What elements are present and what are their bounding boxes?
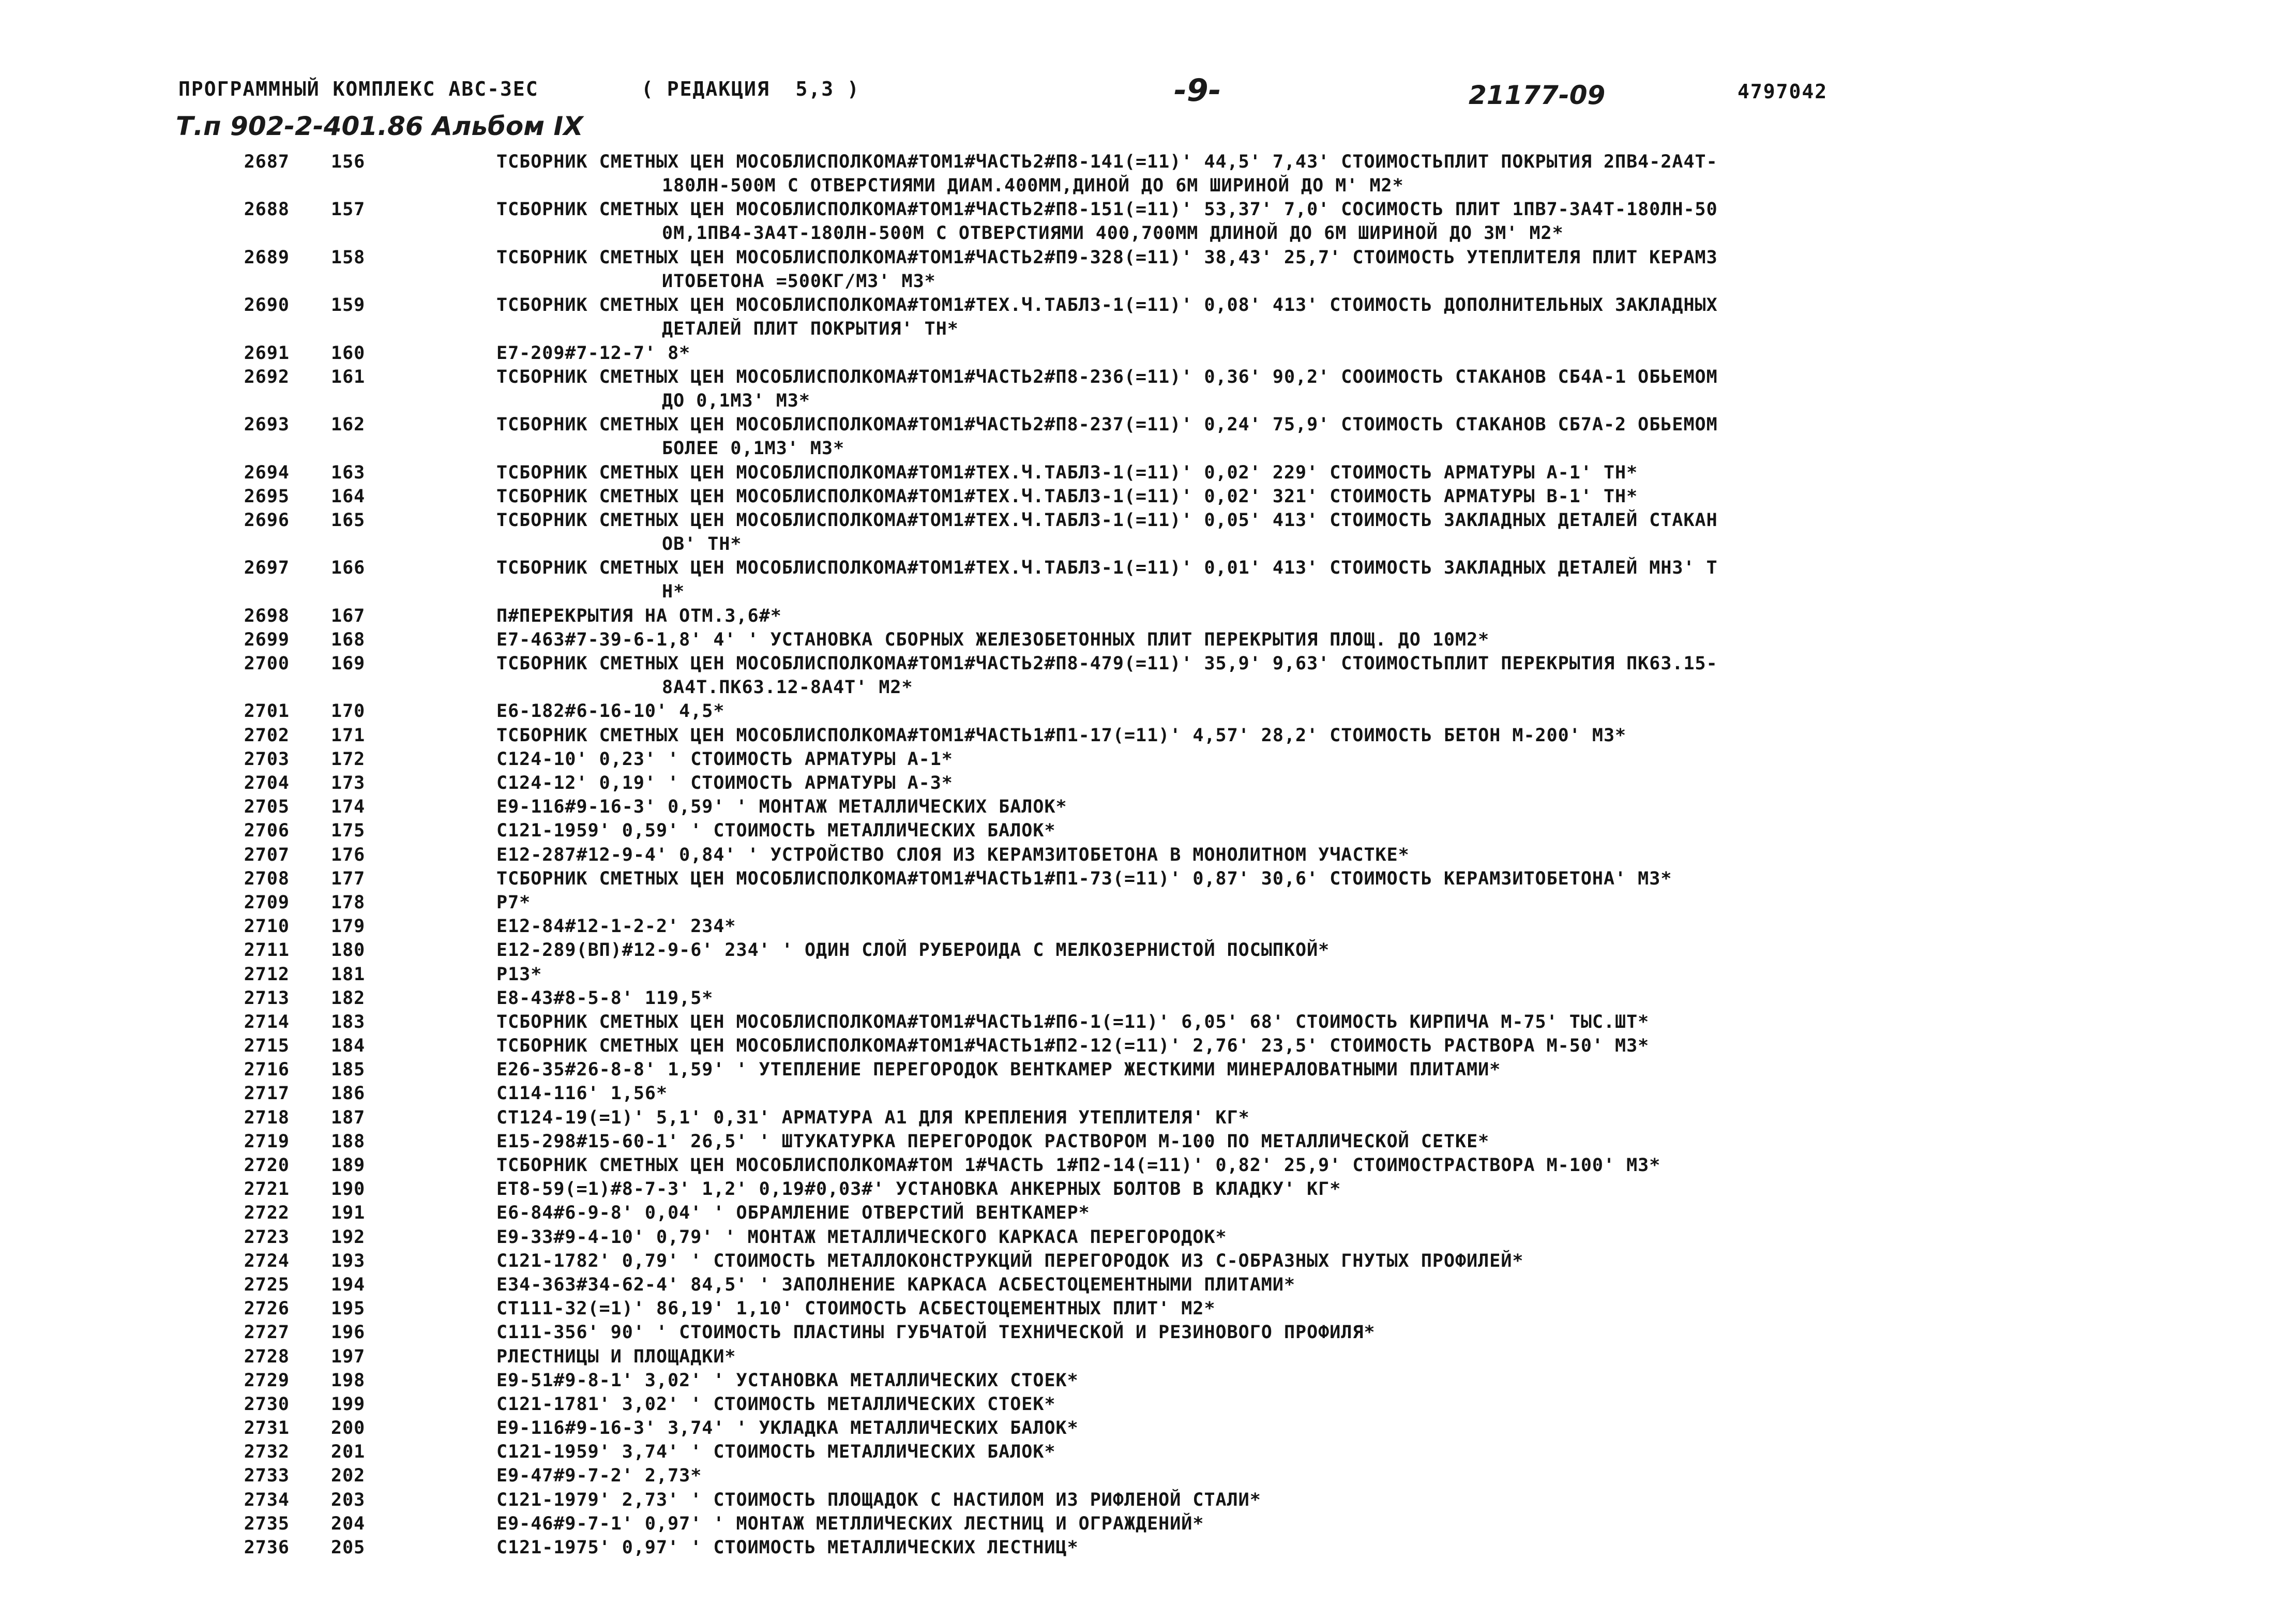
listing-row bbox=[0, 1440, 2296, 1464]
line-text-main: ТСБОРНИК СМЕТНЫХ ЦЕН МОСОБЛИСПОЛКОМА#ТОМ1#ЧАСТЬ2#П8-151(=11)' 53,37' 7,0' СОСИМОСТЬ ПЛИТ 1ПВ7-3А4Т-180ЛН-50 bbox=[496, 199, 1718, 220]
line-text-main: ТСБОРНИК СМЕТНЫХ ЦЕН МОСОБЛИСПОЛКОМА#ТОМ1#ТЕХ.Ч.ТАБЛ3-1(=11)' 0,08' 413' СТОИМОСТЬ ДОПОЛНИТЕЛЬНЫХ ЗАКЛАДНЫХ bbox=[496, 295, 1718, 316]
line-number: 2689 bbox=[244, 247, 290, 268]
sequence-number: 177 bbox=[331, 868, 366, 889]
line-number: 2710 bbox=[244, 916, 290, 937]
line-text bbox=[496, 1345, 2074, 1369]
listing-row bbox=[0, 843, 2296, 867]
line-text-main: С114-116' 1,56* bbox=[496, 1083, 668, 1104]
sequence-number: 190 bbox=[331, 1179, 366, 1200]
sequence-number: 195 bbox=[331, 1298, 366, 1320]
line-number: 2695 bbox=[244, 486, 290, 507]
sequence-number: 197 bbox=[331, 1346, 366, 1367]
line-text-main: Е9-46#9-7-1' 0,97' ' МОНТАЖ МЕТЛЛИЧЕСКИХ ЛЕСТНИЦ И ОГРАЖДЕНИЙ* bbox=[496, 1513, 1204, 1534]
listing-row bbox=[0, 1416, 2296, 1440]
line-text-continuation: БОЛЕЕ 0,1М3' М3* bbox=[662, 438, 845, 459]
listing-row bbox=[0, 1249, 2296, 1273]
line-text-main: ТСБОРНИК СМЕТНЫХ ЦЕН МОСОБЛИСПОЛКОМА#ТОМ1#ЧАСТЬ1#П1-73(=11)' 0,87' 30,6' СТОИМОСТЬ КЕРАМЗИТОБЕТОНА' М3* bbox=[496, 868, 1672, 889]
line-number: 2730 bbox=[244, 1393, 290, 1415]
line-text bbox=[496, 747, 2074, 771]
sequence-number: 175 bbox=[331, 820, 366, 842]
line-number: 2706 bbox=[244, 820, 290, 842]
line-text bbox=[496, 293, 2074, 341]
line-text-main: С111-356' 90' ' СТОИМОСТЬ ПЛАСТИНЫ ГУБЧАТОЙ ТЕХНИЧЕСКОЙ И РЕЗИНОВОГО ПРОФИЛЯ* bbox=[496, 1322, 1376, 1343]
listing-row bbox=[0, 1058, 2296, 1082]
sequence-number: 185 bbox=[331, 1059, 366, 1081]
line-text bbox=[496, 1034, 2074, 1058]
listing-row bbox=[0, 1082, 2296, 1105]
line-text-main: Р13* bbox=[496, 964, 542, 985]
listing-row bbox=[0, 1488, 2296, 1512]
line-text bbox=[496, 1130, 2074, 1153]
listing-row bbox=[0, 986, 2296, 1010]
listing-row bbox=[0, 1201, 2296, 1225]
line-text bbox=[496, 1082, 2074, 1105]
line-text-main: ТСБОРНИК СМЕТНЫХ ЦЕН МОСОБЛИСПОЛКОМА#ТОМ1#ТЕХ.Ч.ТАБЛ3-1(=11)' 0,02' 321' СТОИМОСТЬ АРМАТУРЫ В-1' ТН* bbox=[496, 486, 1638, 507]
sequence-number: 156 bbox=[331, 152, 366, 172]
listing-row bbox=[0, 150, 2296, 198]
line-text bbox=[496, 963, 2074, 986]
line-text bbox=[496, 1488, 2074, 1512]
listing-row bbox=[0, 461, 2296, 485]
line-text bbox=[496, 843, 2074, 867]
listing-row bbox=[0, 1034, 2296, 1058]
line-number: 2735 bbox=[244, 1513, 290, 1534]
line-text-main: Е6-84#6-9-8' 0,04' ' ОБРАМЛЕНИЕ ОТВЕРСТИЙ ВЕНТКАМЕР* bbox=[496, 1203, 1090, 1224]
listing-row bbox=[0, 485, 2296, 508]
line-number: 2704 bbox=[244, 773, 290, 794]
listing-row bbox=[0, 198, 2296, 245]
listing-row bbox=[0, 628, 2296, 652]
line-number: 2708 bbox=[244, 868, 290, 889]
album-reference-handwritten: Т.п 902-2-401.86 Альбом IX bbox=[176, 111, 583, 141]
line-number: 2723 bbox=[244, 1226, 290, 1248]
line-text-main: С121-1781' 3,02' ' СТОИМОСТЬ МЕТАЛЛИЧЕСКИХ СТОЕК* bbox=[496, 1393, 1056, 1415]
listing-row bbox=[0, 1392, 2296, 1416]
sequence-number: 160 bbox=[331, 342, 366, 364]
line-text bbox=[496, 986, 2074, 1010]
listing-row bbox=[0, 1130, 2296, 1153]
listing-row bbox=[0, 652, 2296, 699]
listing-lines bbox=[0, 150, 2296, 1560]
line-number: 2687 bbox=[244, 152, 290, 172]
listing-row bbox=[0, 1010, 2296, 1034]
line-text bbox=[496, 1440, 2074, 1464]
sequence-number: 191 bbox=[331, 1203, 366, 1224]
listing-row bbox=[0, 724, 2296, 747]
line-text-main: Е15-298#15-60-1' 26,5' ' ШТУКАТУРКА ПЕРЕГОРОДОК РАСТВОРОМ М-100 ПО МЕТАЛЛИЧЕСКОЙ СЕТКЕ* bbox=[496, 1131, 1490, 1152]
line-number: 2725 bbox=[244, 1274, 290, 1295]
sequence-number: 158 bbox=[331, 247, 366, 268]
line-number: 2716 bbox=[244, 1059, 290, 1081]
line-text-main: Е9-51#9-8-1' 3,02' ' УСТАНОВКА МЕТАЛЛИЧЕСКИХ СТОЕК* bbox=[496, 1370, 1079, 1391]
listing-row bbox=[0, 819, 2296, 843]
line-number: 2709 bbox=[244, 892, 290, 913]
line-number: 2699 bbox=[244, 629, 290, 650]
line-number: 2729 bbox=[244, 1370, 290, 1391]
sequence-number: 198 bbox=[331, 1370, 366, 1391]
line-number: 2707 bbox=[244, 844, 290, 865]
line-text bbox=[496, 198, 2074, 245]
line-number: 2700 bbox=[244, 653, 290, 674]
line-text bbox=[496, 341, 2074, 365]
line-text bbox=[496, 795, 2074, 819]
sequence-number: 165 bbox=[331, 509, 366, 531]
sequence-number: 171 bbox=[331, 725, 366, 746]
listing-row bbox=[0, 938, 2296, 962]
line-number: 2711 bbox=[244, 940, 290, 961]
line-text bbox=[496, 1273, 2074, 1297]
listing-row bbox=[0, 293, 2296, 341]
line-text-main: Р7* bbox=[496, 892, 531, 913]
sequence-number: 182 bbox=[331, 987, 366, 1009]
line-text bbox=[496, 1058, 2074, 1082]
sequence-number: 157 bbox=[331, 199, 366, 220]
listing-row bbox=[0, 246, 2296, 293]
listing-row bbox=[0, 867, 2296, 891]
line-text-main: ТСБОРНИК СМЕТНЫХ ЦЕН МОСОБЛИСПОЛКОМА#ТОМ1#ЧАСТЬ1#П1-17(=11)' 4,57' 28,2' СТОИМОСТЬ БЕТОН М-200' М3* bbox=[496, 725, 1627, 746]
line-text-main: ТСБОРНИК СМЕТНЫХ ЦЕН МОСОБЛИСПОЛКОМА#ТОМ1#ЧАСТЬ1#П6-1(=11)' 6,05' 68' СТОИМОСТЬ КИРПИЧА М-75' ТЫС.ШТ* bbox=[496, 1011, 1650, 1032]
edition-label: ( РЕДАКЦИЯ 5,3 ) bbox=[641, 78, 860, 100]
line-number: 2718 bbox=[244, 1107, 290, 1128]
program-title: ПРОГРАММНЫЙ КОМПЛЕКС АВС-3ЕС bbox=[178, 78, 539, 100]
line-number: 2736 bbox=[244, 1537, 290, 1558]
line-text-main: Е9-116#9-16-3' 3,74' ' УКЛАДКА МЕТАЛЛИЧЕСКИХ БАЛОК* bbox=[496, 1418, 1079, 1439]
line-text-continuation: 0М,1ПВ4-3А4Т-180ЛН-500М С ОТВЕРСТИЯМИ 400,700ММ ДЛИНОЙ ДО 6М ШИРИНОЙ ДО 3М' М2* bbox=[662, 223, 1564, 244]
sequence-number: 179 bbox=[331, 916, 366, 937]
listing-row bbox=[0, 365, 2296, 413]
line-text-main: РЛЕСТНИЦЫ И ПЛОЩАДКИ* bbox=[496, 1346, 736, 1367]
line-text bbox=[496, 1369, 2074, 1392]
line-number: 2693 bbox=[244, 414, 290, 436]
sequence-number: 159 bbox=[331, 295, 366, 316]
line-number: 2733 bbox=[244, 1465, 290, 1487]
line-text bbox=[496, 1249, 2074, 1273]
sequence-number: 180 bbox=[331, 940, 366, 961]
line-text bbox=[496, 1177, 2074, 1201]
line-text bbox=[496, 1536, 2074, 1560]
sequence-number: 163 bbox=[331, 462, 366, 483]
line-text bbox=[496, 1512, 2074, 1536]
listing-row bbox=[0, 771, 2296, 795]
line-text-main: ЕТ8-59(=1)#8-7-3' 1,2' 0,19#0,03#' УСТАНОВКА АНКЕРНЫХ БОЛТОВ В КЛАДКУ' КГ* bbox=[496, 1179, 1341, 1200]
line-text-main: П#ПЕРЕКРЫТИЯ НА ОТМ.3,6#* bbox=[496, 605, 782, 626]
line-text bbox=[496, 938, 2074, 962]
listing-row bbox=[0, 508, 2296, 556]
line-number: 2692 bbox=[244, 366, 290, 387]
sequence-number: 173 bbox=[331, 773, 366, 794]
listing-row bbox=[0, 556, 2296, 604]
line-text-main: С121-1959' 0,59' ' СТОИМОСТЬ МЕТАЛЛИЧЕСКИХ БАЛОК* bbox=[496, 820, 1056, 842]
sequence-number: 184 bbox=[331, 1036, 366, 1057]
line-text bbox=[496, 365, 2074, 413]
line-text-main: ТСБОРНИК СМЕТНЫХ ЦЕН МОСОБЛИСПОЛКОМА#ТОМ1#ЧАСТЬ2#П8-236(=11)' 0,36' 90,2' СООИМОСТЬ СТАКАНОВ СБ4А-1 ОБЬЕМОМ bbox=[496, 366, 1718, 387]
sequence-number: 181 bbox=[331, 964, 366, 985]
sequence-number: 200 bbox=[331, 1418, 366, 1439]
line-number: 2724 bbox=[244, 1250, 290, 1271]
line-text bbox=[496, 652, 2074, 699]
line-text-main: Е9-47#9-7-2' 2,73* bbox=[496, 1465, 702, 1487]
line-text bbox=[496, 915, 2074, 938]
line-number: 2727 bbox=[244, 1322, 290, 1343]
sequence-number: 193 bbox=[331, 1250, 366, 1271]
line-number: 2726 bbox=[244, 1298, 290, 1320]
line-text bbox=[496, 1416, 2074, 1440]
line-text-main: ТСБОРНИК СМЕТНЫХ ЦЕН МОСОБЛИСПОЛКОМА#ТОМ1#ЧАСТЬ2#П8-141(=11)' 44,5' 7,43' СТОИМОСТЬПЛИТ ПОКРЫТИЯ 2ПВ4-2А4Т- bbox=[496, 152, 1718, 172]
sequence-number: 203 bbox=[331, 1489, 366, 1510]
line-number: 2702 bbox=[244, 725, 290, 746]
line-number: 2717 bbox=[244, 1083, 290, 1104]
line-number: 2722 bbox=[244, 1203, 290, 1224]
line-number: 2732 bbox=[244, 1442, 290, 1463]
listing-row bbox=[0, 1464, 2296, 1488]
line-number: 2703 bbox=[244, 748, 290, 770]
line-text-continuation: ИТОБЕТОНА =500КГ/М3' М3* bbox=[662, 271, 936, 292]
sequence-number: 194 bbox=[331, 1274, 366, 1295]
line-text bbox=[496, 1464, 2074, 1488]
sequence-number: 201 bbox=[331, 1442, 366, 1463]
sequence-number: 174 bbox=[331, 797, 366, 818]
line-text-main: С124-10' 0,23' ' СТОИМОСТЬ АРМАТУРЫ А-1* bbox=[496, 748, 953, 770]
line-text bbox=[496, 485, 2074, 508]
line-text-main: ТСБОРНИК СМЕТНЫХ ЦЕН МОСОБЛИСПОЛКОМА#ТОМ1#ЧАСТЬ2#П8-237(=11)' 0,24' 75,9' СТОИМОСТЬ СТАКАНОВ СБ7А-2 ОБЬЕМОМ bbox=[496, 414, 1718, 436]
line-text-main: С121-1782' 0,79' ' СТОИМОСТЬ МЕТАЛЛОКОНСТРУКЦИЙ ПЕРЕГОРОДОК ИЗ С-ОБРАЗНЫХ ГНУТЫХ ПРОФИЛЕЙ* bbox=[496, 1250, 1524, 1271]
listing-row bbox=[0, 1297, 2296, 1321]
line-number: 2697 bbox=[244, 558, 290, 579]
line-text-main: С121-1975' 0,97' ' СТОИМОСТЬ МЕТАЛЛИЧЕСКИХ ЛЕСТНИЦ* bbox=[496, 1537, 1079, 1558]
sequence-number: 172 bbox=[331, 748, 366, 770]
line-text-main: Е8-43#8-5-8' 119,5* bbox=[496, 987, 714, 1009]
line-text bbox=[496, 699, 2074, 723]
line-number: 2719 bbox=[244, 1131, 290, 1152]
line-number: 2691 bbox=[244, 342, 290, 364]
line-text bbox=[496, 1010, 2074, 1034]
listing-row bbox=[0, 413, 2296, 460]
listing-row bbox=[0, 1321, 2296, 1344]
line-text-main: С121-1959' 3,74' ' СТОИМОСТЬ МЕТАЛЛИЧЕСКИХ БАЛОК* bbox=[496, 1442, 1056, 1463]
line-text-main: Е7-209#7-12-7' 8* bbox=[496, 342, 691, 364]
line-text bbox=[496, 150, 2074, 198]
listing-row bbox=[0, 1536, 2296, 1560]
line-text-continuation: 180ЛН-500М С ОТВЕРСТИЯМИ ДИАМ.400ММ,ДИНОЙ ДО 6М ШИРИНОЙ ДО М' М2* bbox=[662, 175, 1404, 196]
sequence-number: 169 bbox=[331, 653, 366, 674]
line-text bbox=[496, 771, 2074, 795]
sequence-number: 204 bbox=[331, 1513, 366, 1534]
listing-row bbox=[0, 1225, 2296, 1249]
line-number: 2713 bbox=[244, 987, 290, 1009]
sequence-number: 170 bbox=[331, 701, 366, 722]
line-text bbox=[496, 556, 2074, 604]
listing-row bbox=[0, 915, 2296, 938]
line-number: 2721 bbox=[244, 1179, 290, 1200]
line-text-main: СТ124-19(=1)' 5,1' 0,31' АРМАТУРА А1 ДЛЯ КРЕПЛЕНИЯ УТЕПЛИТЕЛЯ' КГ* bbox=[496, 1107, 1250, 1128]
line-text-main: С124-12' 0,19' ' СТОИМОСТЬ АРМАТУРЫ А-3* bbox=[496, 773, 953, 794]
page-number-handwritten: -9- bbox=[1174, 72, 1221, 109]
line-number: 2715 bbox=[244, 1036, 290, 1057]
listing-row bbox=[0, 1273, 2296, 1297]
line-text-main: Е9-116#9-16-3' 0,59' ' МОНТАЖ МЕТАЛЛИЧЕСКИХ БАЛОК* bbox=[496, 797, 1067, 818]
line-text-main: ТСБОРНИК СМЕТНЫХ ЦЕН МОСОБЛИСПОЛКОМА#ТОМ1#ЧАСТЬ2#П8-479(=11)' 35,9' 9,63' СТОИМОСТЬПЛИТ ПЕРЕКРЫТИЯ ПК63.15- bbox=[496, 653, 1718, 674]
line-number: 2720 bbox=[244, 1155, 290, 1176]
line-text bbox=[496, 1225, 2074, 1249]
listing-row bbox=[0, 1153, 2296, 1177]
line-number: 2701 bbox=[244, 701, 290, 722]
sequence-number: 188 bbox=[331, 1131, 366, 1152]
line-text-continuation: 8А4Т.ПК63.12-8А4Т' М2* bbox=[662, 677, 913, 698]
line-number: 2698 bbox=[244, 605, 290, 626]
document-code-handwritten: 21177-09 bbox=[1469, 80, 1606, 110]
line-text-main: Е7-463#7-39-6-1,8' 4' ' УСТАНОВКА СБОРНЫХ ЖЕЛЕЗОБЕТОННЫХ ПЛИТ ПЕРЕКРЫТИЯ ПЛОЩ. ДО 10М2* bbox=[496, 629, 1490, 650]
line-text-continuation: Н* bbox=[662, 581, 685, 603]
line-text bbox=[496, 413, 2074, 460]
line-text-main: ТСБОРНИК СМЕТНЫХ ЦЕН МОСОБЛИСПОЛКОМА#ТОМ1#ЧАСТЬ1#П2-12(=11)' 2,76' 23,5' СТОИМОСТЬ РАСТВОРА М-50' М3* bbox=[496, 1036, 1650, 1057]
line-text bbox=[496, 724, 2074, 747]
line-text bbox=[496, 891, 2074, 915]
sequence-number: 192 bbox=[331, 1226, 366, 1248]
listing-row bbox=[0, 1177, 2296, 1201]
sequence-number: 168 bbox=[331, 629, 366, 650]
sequence-number: 162 bbox=[331, 414, 366, 436]
line-number: 2728 bbox=[244, 1346, 290, 1367]
line-text bbox=[496, 819, 2074, 843]
line-text-main: ТСБОРНИК СМЕТНЫХ ЦЕН МОСОБЛИСПОЛКОМА#ТОМ1#ТЕХ.Ч.ТАБЛ3-1(=11)' 0,05' 413' СТОИМОСТЬ ЗАКЛАДНЫХ ДЕТАЛЕЙ СТАКАН bbox=[496, 509, 1718, 531]
line-text-main: Е12-289(ВП)#12-9-6' 234' ' ОДИН СЛОЙ РУБЕРОИДА С МЕЛКОЗЕРНИСТОЙ ПОСЫПКОЙ* bbox=[496, 940, 1330, 961]
line-text bbox=[496, 628, 2074, 652]
sequence-number: 164 bbox=[331, 486, 366, 507]
line-text-main: ТСБОРНИК СМЕТНЫХ ЦЕН МОСОБЛИСПОЛКОМА#ТОМ1#ТЕХ.Ч.ТАБЛ3-1(=11)' 0,01' 413' СТОИМОСТЬ ЗАКЛАДНЫХ ДЕТАЛЕЙ МНЗ' Т bbox=[496, 558, 1718, 579]
line-text bbox=[496, 604, 2074, 628]
listing-row bbox=[0, 963, 2296, 986]
line-text bbox=[496, 867, 2074, 891]
line-number: 2688 bbox=[244, 199, 290, 220]
sequence-number: 196 bbox=[331, 1322, 366, 1343]
line-text bbox=[496, 461, 2074, 485]
line-text-main: ТСБОРНИК СМЕТНЫХ ЦЕН МОСОБЛИСПОЛКОМА#ТОМ1#ТЕХ.Ч.ТАБЛ3-1(=11)' 0,02' 229' СТОИМОСТЬ АРМАТУРЫ А-1' ТН* bbox=[496, 462, 1638, 483]
line-text-main: Е9-33#9-4-10' 0,79' ' МОНТАЖ МЕТАЛЛИЧЕСКОГО КАРКАСА ПЕРЕГОРОДОК* bbox=[496, 1226, 1227, 1248]
listing-row bbox=[0, 604, 2296, 628]
listing-row bbox=[0, 795, 2296, 819]
listing-row bbox=[0, 1512, 2296, 1536]
line-text-continuation: ОВ' ТН* bbox=[662, 533, 742, 554]
sequence-number: 176 bbox=[331, 844, 366, 865]
listing-row bbox=[0, 891, 2296, 915]
sequence-number: 161 bbox=[331, 366, 366, 387]
listing-row bbox=[0, 699, 2296, 723]
sequence-number: 202 bbox=[331, 1465, 366, 1487]
listing-row bbox=[0, 1345, 2296, 1369]
line-text bbox=[496, 1201, 2074, 1225]
line-text bbox=[496, 1297, 2074, 1321]
listing-row bbox=[0, 1369, 2296, 1392]
line-number: 2690 bbox=[244, 295, 290, 316]
listing-row bbox=[0, 341, 2296, 365]
line-text-main: Е6-182#6-16-10' 4,5* bbox=[496, 701, 725, 722]
sequence-number: 178 bbox=[331, 892, 366, 913]
line-number: 2694 bbox=[244, 462, 290, 483]
line-text-main: Е34-363#34-62-4' 84,5' ' ЗАПОЛНЕНИЕ КАРКАСА АСБЕСТОЦЕМЕНТНЫМИ ПЛИТАМИ* bbox=[496, 1274, 1296, 1295]
line-text-main: Е26-35#26-8-8' 1,59' ' УТЕПЛЕНИЕ ПЕРЕГОРОДОК ВЕНТКАМЕР ЖЕСТКИМИ МИНЕРАЛОВАТНЫМИ ПЛИТАМИ* bbox=[496, 1059, 1501, 1081]
line-text bbox=[496, 1392, 2074, 1416]
line-text-continuation: ДО 0,1М3' М3* bbox=[662, 390, 810, 411]
line-text-main: СТ111-32(=1)' 86,19' 1,10' СТОИМОСТЬ АСБЕСТОЦЕМЕНТНЫХ ПЛИТ' М2* bbox=[496, 1298, 1216, 1320]
sequence-number: 189 bbox=[331, 1155, 366, 1176]
line-text-main: С121-1979' 2,73' ' СТОИМОСТЬ ПЛОЩАДОК С НАСТИЛОМ ИЗ РИФЛЕНОЙ СТАЛИ* bbox=[496, 1489, 1261, 1510]
document-number: 4797042 bbox=[1738, 80, 1828, 103]
line-text bbox=[496, 1106, 2074, 1130]
sequence-number: 167 bbox=[331, 605, 366, 626]
line-number: 2734 bbox=[244, 1489, 290, 1510]
listing-row bbox=[0, 1106, 2296, 1130]
sequence-number: 205 bbox=[331, 1537, 366, 1558]
line-text bbox=[496, 1321, 2074, 1344]
line-text-main: ТСБОРНИК СМЕТНЫХ ЦЕН МОСОБЛИСПОЛКОМА#ТОМ1#ЧАСТЬ2#П9-328(=11)' 38,43' 25,7' СТОИМОСТЬ УТЕПЛИТЕЛЯ ПЛИТ КЕРАМЗ bbox=[496, 247, 1718, 268]
line-number: 2696 bbox=[244, 509, 290, 531]
line-text-main: Е12-84#12-1-2-2' 234* bbox=[496, 916, 736, 937]
sequence-number: 199 bbox=[331, 1393, 366, 1415]
line-number: 2705 bbox=[244, 797, 290, 818]
line-text bbox=[496, 1153, 2074, 1177]
sequence-number: 166 bbox=[331, 558, 366, 579]
line-number: 2712 bbox=[244, 964, 290, 985]
line-text bbox=[496, 508, 2074, 556]
line-text-main: Е12-287#12-9-4' 0,84' ' УСТРОЙСТВО СЛОЯ ИЗ КЕРАМЗИТОБЕТОНА В МОНОЛИТНОМ УЧАСТКЕ* bbox=[496, 844, 1410, 865]
sequence-number: 187 bbox=[331, 1107, 366, 1128]
line-text-continuation: ДЕТАЛЕЙ ПЛИТ ПОКРЫТИЯ' ТН* bbox=[662, 319, 959, 340]
line-text-main: ТСБОРНИК СМЕТНЫХ ЦЕН МОСОБЛИСПОЛКОМА#ТОМ 1#ЧАСТЬ 1#П2-14(=11)' 0,82' 25,9' СТОИМОСТРАСТВОРА М-100' М3* bbox=[496, 1155, 1661, 1176]
line-number: 2714 bbox=[244, 1011, 290, 1032]
line-number: 2731 bbox=[244, 1418, 290, 1439]
sequence-number: 183 bbox=[331, 1011, 366, 1032]
line-text bbox=[496, 246, 2074, 293]
listing-row bbox=[0, 747, 2296, 771]
sequence-number: 186 bbox=[331, 1083, 366, 1104]
